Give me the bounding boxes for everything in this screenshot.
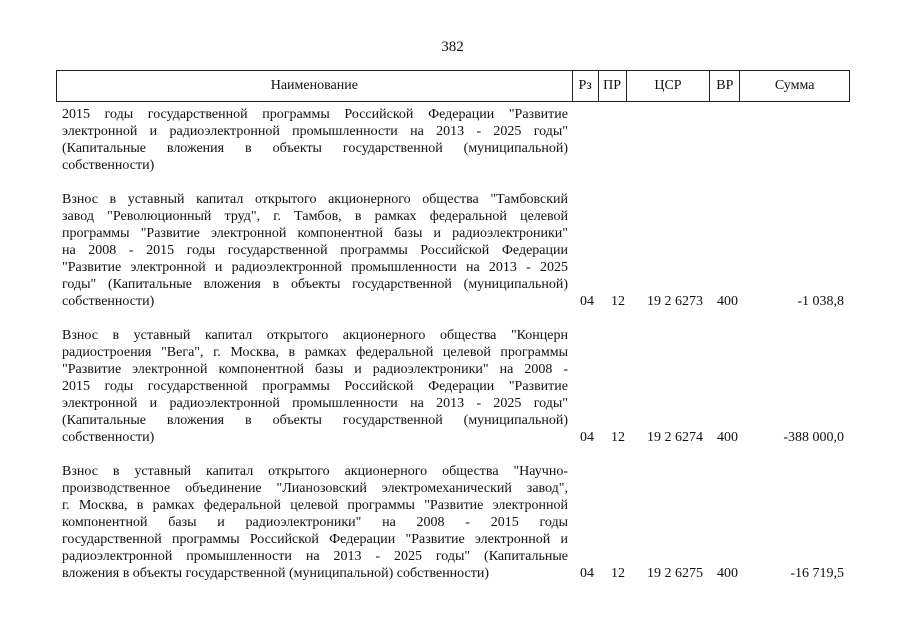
row-csr: 19 2 6275	[647, 566, 703, 581]
row-name-line: производственное объединение "Лианозовский электромеханический завод",	[62, 481, 568, 496]
header-sum: Сумма	[774, 78, 815, 93]
row-sum: -16 719,5	[790, 566, 844, 581]
row-name-line: Взнос в уставный капитал открытого акционерного общества "Научно-	[62, 464, 568, 479]
row-vr: 400	[717, 430, 738, 445]
row-name-line: собственности)	[62, 430, 155, 445]
row-name-line: г. Москва, в рамках федеральной целевой программы "Развитие электронной	[62, 498, 568, 513]
row-rz: 04	[580, 430, 594, 445]
row-rz: 04	[580, 566, 594, 581]
row-sum: -1 038,8	[797, 294, 844, 309]
row-gap	[62, 174, 850, 191]
row-pr: 12	[611, 430, 625, 445]
table-header	[56, 70, 850, 102]
row-vr: 400	[717, 566, 738, 581]
row-name-line: завод "Революционный труд", г. Тамбов, в рамках федеральной целевой	[62, 209, 568, 224]
row-gap	[62, 310, 850, 327]
row-name-line: электронной и радиоэлектронной промышленности на 2013 - 2025 годы"	[62, 396, 568, 411]
row-sum: -388 000,0	[783, 430, 844, 445]
row-codes	[62, 429, 850, 446]
header-name: Наименование	[57, 71, 573, 101]
row-name-line: "Развитие электронной компонентной базы и радиоэлектроники" на 2008 -	[62, 362, 568, 377]
row-name-line: собственности)	[62, 294, 155, 309]
row-gap	[62, 446, 850, 463]
row-name-line: собственности)	[62, 158, 155, 173]
row-name-line: вложения в объекты государственной (муниципальной) собственности)	[62, 566, 490, 581]
row-vr: 400	[717, 294, 738, 309]
row-name-line: 2015 годы государственной программы Российской Федерации "Развитие	[62, 107, 568, 122]
row-name-line: программы "Развитие электронной компонентной базы и радиоэлектроники"	[62, 226, 568, 241]
table-row	[62, 463, 850, 582]
page-number: 382	[441, 39, 464, 55]
row-name-line: (Капитальные вложения в объекты государственной (муниципальной)	[62, 413, 568, 428]
row-name-line: "Развитие электронной и радиоэлектронной промышленности на 2013 - 2025	[62, 260, 568, 275]
table-body	[62, 106, 850, 582]
row-codes	[62, 565, 850, 582]
row-csr: 19 2 6273	[647, 294, 703, 309]
row-name-line: на 2008 - 2015 годы государственной программы Российской Федерации	[62, 243, 568, 258]
row-pr: 12	[611, 294, 625, 309]
row-codes	[62, 157, 850, 174]
row-name-line: Взнос в уставный капитал открытого акционерного общества "Тамбовский	[62, 192, 568, 207]
header-pr: ПР	[599, 71, 627, 101]
row-name-line: Взнос в уставный капитал открытого акционерного общества "Концерн	[62, 328, 568, 343]
row-csr: 19 2 6274	[647, 430, 703, 445]
row-name-line: электронной и радиоэлектронной промышленности на 2013 - 2025 годы"	[62, 124, 568, 139]
header-rz: Рз	[573, 71, 599, 101]
row-name-line: 2015 годы государственной программы Российской Федерации "Развитие	[62, 379, 568, 394]
row-name-line: годы" (Капитальные вложения в объекты государственной (муниципальной)	[62, 277, 568, 292]
table-row	[62, 191, 850, 310]
row-name-line: государственной программы Российской Федерации "Развитие электронной и	[62, 532, 568, 547]
row-codes	[62, 293, 850, 310]
header-csr: ЦСР	[627, 71, 711, 101]
row-name-line: (Капитальные вложения в объекты государственной (муниципальной)	[62, 141, 568, 156]
row-rz: 04	[580, 294, 594, 309]
table-row	[62, 327, 850, 446]
table-row	[62, 106, 850, 174]
row-name-line: радиоэлектронной промышленности на 2013 - 2025 годы" (Капитальные	[62, 549, 568, 564]
header-vr: ВР	[710, 71, 740, 101]
row-name-line: радиостроения "Вега", г. Москва, в рамках федеральной целевой программы	[62, 345, 568, 360]
row-name-line: компонентной базы и радиоэлектроники" на 2008 - 2015 годы	[62, 515, 568, 530]
row-pr: 12	[611, 566, 625, 581]
